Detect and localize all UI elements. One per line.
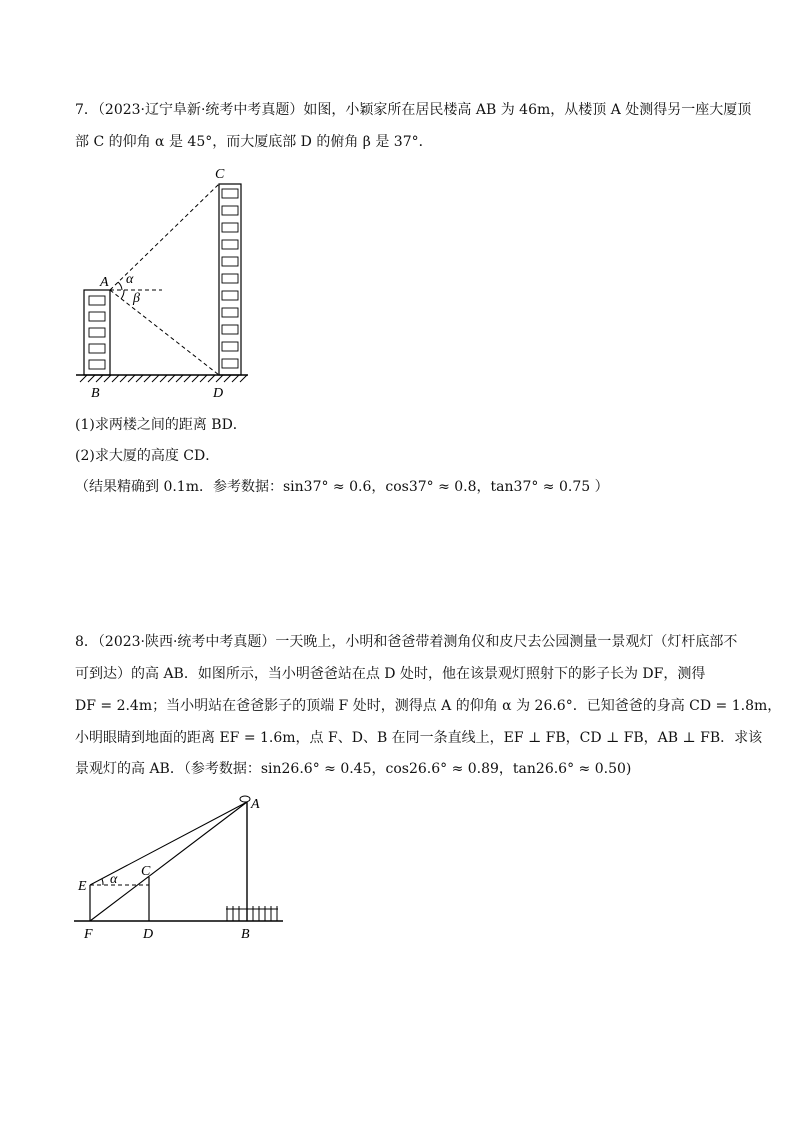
q7-alpha-arc: [118, 282, 122, 290]
q8-alpha-arc: [102, 879, 103, 885]
q7-building-ab: [84, 290, 110, 375]
q7-ground-hatch: [80, 375, 247, 382]
q7-text-line-2: 部 C 的仰角 α 是 45°，而大厦底部 D 的俯角 β 是 37°．: [75, 134, 433, 150]
q8-label-b: B: [241, 927, 250, 942]
q7-label-alpha: α: [126, 272, 134, 287]
q8-label-alpha: α: [110, 872, 118, 887]
q8-figure: [70, 788, 300, 948]
q7-label-c: C: [215, 167, 225, 182]
q7-reference-data: （结果精确到 0.1m．参考数据：sin37° ≈ 0.6，cos37° ≈ 0.8，tan37° ≈ 0.75 ）: [75, 479, 609, 495]
q8-label-a: A: [251, 797, 260, 812]
q8-label-d: D: [143, 927, 154, 942]
q8-label-c: C: [141, 864, 151, 879]
q7-line-ad: [110, 290, 219, 375]
q7-label-a: A: [100, 275, 109, 290]
q7-label-b: B: [91, 386, 100, 401]
q8-label-f: F: [84, 927, 93, 942]
q8-text-line-4: 小明眼睛到地面的距离 EF = 1.6m，点 F、D、B 在同一条直线上，EF ⊥ FB，CD ⊥ FB，AB ⊥ FB．求该: [75, 730, 763, 746]
q7-beta-arc: [121, 290, 124, 299]
q8-text-line-2: 可到达）的高 AB．如图所示，当小明爸爸站在点 D 处时，他在该景观灯照射下的影子长为 DF，测得: [75, 666, 706, 682]
q7-text-line-1: 7．（2023·辽宁阜新·统考中考真题）如图，小颖家所在居民楼高 AB 为 46m，从楼顶 A 处测得另一座大厦顶: [75, 102, 752, 118]
q7-sub-question-2: (2)求大厦的高度 CD．: [75, 448, 220, 464]
q7-figure: [70, 162, 260, 402]
q8-text-line-3: DF = 2.4m；当小明站在爸爸影子的顶端 F 处时，测得点 A 的仰角 α 为 26.6°．已知爸爸的身高 CD = 1.8m，: [75, 698, 782, 714]
q7-label-beta: β: [133, 291, 140, 306]
q8-text-line-1: 8．（2023·陕西·统考中考真题）一天晚上，小明和爸爸带着测角仪和皮尺去公园测量一景观灯（灯杆底部不: [75, 634, 738, 650]
q8-line-fa: [90, 802, 247, 921]
q8-fence: [226, 906, 278, 921]
q7-label-d: D: [213, 386, 224, 401]
q8-lamp-icon: [240, 796, 250, 802]
q7-sub-question-1: (1)求两楼之间的距离 BD．: [75, 417, 247, 433]
q8-label-e: E: [78, 879, 87, 894]
q8-text-line-5: 景观灯的高 AB．（参考数据：sin26.6° ≈ 0.45，cos26.6° ≈ 0.89，tan26.6° ≈ 0.50): [75, 761, 632, 777]
